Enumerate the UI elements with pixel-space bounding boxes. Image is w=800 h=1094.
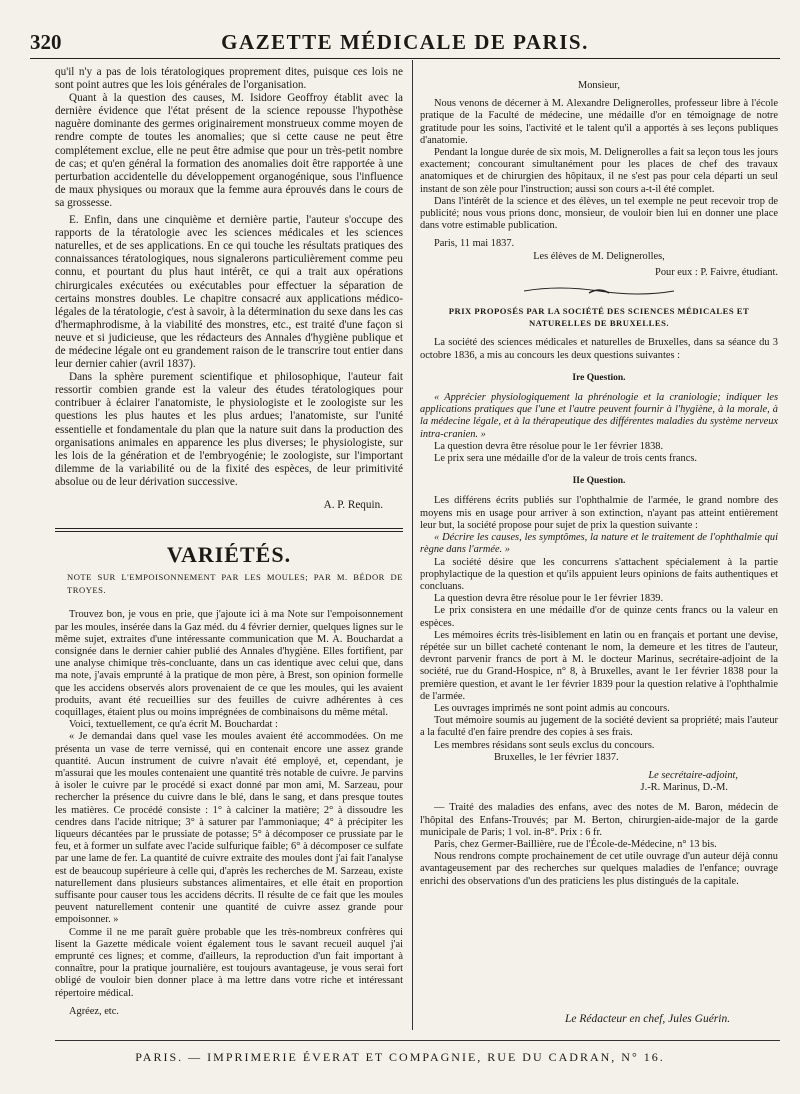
paragraph: La société des sciences médicales et naturelles de Bruxelles, dans sa séance du 3 octobre 1836, a mis au concours les deux questions suivantes : — [420, 337, 778, 361]
secretary-title: Le secrétaire-adjoint, — [648, 769, 738, 781]
paragraph: Les différens écrits publiés sur l'ophthalmie de l'armée, le grand nombre des moyens mis en usage pour arriver à son extinction, n'ayant pas atteint entièrement leur but, la société propose pour sujet de prix la question suivante : — [420, 495, 778, 531]
paragraph: Nous rendrons compte prochainement de cet utile ouvrage d'un auteur déjà connu avantageusement par des recherches sur quelques maladies de l'enfance; ouvrage enrichi des observations d'un des praticiens les plus distingués de la capitale. — [420, 851, 778, 887]
paragraph: E. Enfin, dans une cinquième et dernière partie, l'auteur s'occupe des rapports de la tératologie avec les sciences médicales et les sciences naturelles, et de ses applications. En ce qui touche les résultats pratiques des connaissances tératologiques, nous signalerons particulièrement comme peu connu, et pourtant du plus haut intérêt, ce qui a trait aux opérations chirurgicales exécutées ou exécutables pour effectuer la séparation de certains monstres doubles. Le chapitre consacré aux applications médico-légales de la tératologie, c'est à savoir, à la détermination du sexe dans les cas d'hermaphrodisme, à la viabilité des monstres, etc., est traité d'une façon si neuve et si judicieuse, que les rédacteurs des Annales d'hygiène publique et de médecine légale ont eu grandement raison de le transcrire tout entier dans leur dernier cahier (avril 1837). — [55, 214, 403, 371]
paragraph: La société désire que les concurrens s'attachent spécialement à la partie prophylactique de la question et qu'ils appuient leurs opinions de faits authentiques et concluans. — [420, 556, 778, 592]
signatories: Les élèves de M. Delignerolles, — [533, 250, 665, 262]
paragraph: Tout mémoire soumis au jugement de la société devient sa propriété; mais l'auteur a la faculté d'en faire prendre des copies à ses frais. — [420, 715, 778, 739]
question-heading-1: Ire Question. — [572, 372, 626, 383]
paragraph: Dans l'intérêt de la science et des élèves, un tel exemple ne peut recevoir trop de publicité; nous vous prions donc, monsieur, de vouloir bien lui en donner une place dans votre estimable publication. — [420, 195, 778, 232]
paragraph: Les mémoires écrits très-lisiblement en latin ou en français et portant une devise, répétée sur un billet cacheté contenant le nom, la demeure et les titres de l'auteur, devront parvenir francs de port à M. le docteur Marinus, secrétaire-adjoint de la société, rue du Grand-Hospice, n° 8, à Bruxelles, avant le 1er février 1838 pour la première question, et avant le 1er février 1839 pour la question relative à l'ophthalmie de l'armée. — [420, 629, 778, 702]
dateline: Paris, 11 mai 1837. — [434, 238, 515, 250]
paragraph: Les membres résidans sont seuls exclus du concours. — [434, 739, 655, 751]
editor-signature: Le Rédacteur en chef, Jules Guérin. — [565, 1013, 731, 1025]
paragraph: Paris, chez Germer-Baillière, rue de l'École-de-Médecine, n° 13 bis. — [434, 838, 717, 850]
paragraph: La question devra être résolue pour le 1er février 1838. — [434, 440, 664, 452]
salutation: Monsieur, — [577, 80, 620, 91]
closing: Agréez, etc. — [69, 1005, 119, 1017]
right-column — [420, 80, 778, 888]
page-title: GAZETTE MÉDICALE DE PARIS. — [221, 30, 589, 54]
paragraph: Comme il ne me paraît guère probable que les très-nombreux confrères qui lisent la Gazette médicale voient également tous le savant recueil auquel j'ai emprunté ces lignes; et comme, d'ailleurs, la reproduction d'un fait important à connaître, pour la pratique journalière, est toujours avantageuse, je vous serai fort obligé de vouloir bien donner place à ma lettre dans votre riche et intéressant répertoire médical. — [55, 926, 403, 999]
section-rule — [55, 528, 403, 532]
secretary-signature: J.-R. Marinus, D.-M. — [640, 782, 728, 794]
dateline: Bruxelles, le 1er février 1837. — [494, 751, 619, 763]
paragraph: Trouvez bon, je vous en prie, que j'ajoute ici à ma Note sur l'empoisonnement par les moules, insérée dans la Gaz méd. du 4 février dernier, quelques lignes sur le même sujet, extraites d'une intéressante communication que M. A. Bouchardat a consignée dans le dernier cahier publié des Annales d'hygiène. Elles fortifient, par une analyse chimique très-concluante, dans un cas identique avec celui que, dans ma note, j'avais emprunté à la pratique de mon père, à Brest, son opinion formelle que les accidens observés alors provenaient de ce que les moules, qui les avaient produits, avant été recueillies sur des feuilles de cuivre adhérentes à ces coquillages, étaient plus ou moins imprégnées de combinaisons du même métal. — [55, 609, 403, 718]
author-signature: A. P. Requin. — [323, 499, 383, 511]
question-heading-2: IIe Question. — [572, 476, 626, 487]
footer-rule — [55, 1040, 780, 1041]
signature: Pour eux : P. Faivre, étudiant. — [655, 266, 778, 278]
paragraph: Pendant la longue durée de six mois, M. Delignerolles a fait sa leçon tous les jours exactement; concourant simultanément pour les places de chef des travaux anatomiques et de chirurgien des hôpitaux, il ne s'est pas pour cela départi un seul instant de son zèle pour l'instruction; aussi son cours a-t-il été complet. — [420, 147, 778, 195]
book-notice: — Traité des maladies des enfans, avec des notes de M. Baron, médecin de l'hôpital des Enfans-Trouvés; par M. Berton, chirurgien-aide-major de la garde municipale de Paris; 1 vol. in-8°. Prix : 6 fr. — [420, 802, 778, 838]
paragraph: qu'il n'y a pas de lois tératologiques proprement dites, puisque ces lois ne sont point autres que les lois générales de l'organisation. — [55, 66, 403, 92]
paragraph: Quant à la question des causes, M. Isidore Geoffroy établit avec la dernière évidence que l'état présent de la science repousse l'hypothèse naguère dominante des germes originairement monstrueux comme moyen de rendre compte de toutes les anomalies; que si cette cause ne peut être complétement exclue, elle ne peut être admise que pour un très-petit nombre de cas; et qu'en général la formation des anomalies doit être rapportée à une perturbation accidentelle du développement organogénique, sous l'influence de maux physiques ou moraux que la femme aura éprouvés dans le cours de sa grossesse. — [55, 92, 403, 209]
note-title: NOTE SUR L'EMPOISONNEMENT PAR LES MOULES; PAR M. BÉDOR DE TROYES. — [67, 572, 403, 596]
paragraph: Voici, textuellement, ce qu'a écrit M. Bouchardat : — [69, 719, 278, 731]
paragraph: Les ouvrages imprimés ne sont point admis au concours. — [434, 702, 670, 714]
left-column — [55, 66, 403, 1018]
page-header — [30, 28, 780, 59]
section-title: VARIÉTÉS. — [166, 542, 292, 568]
printer-imprint: PARIS. — IMPRIMERIE ÉVERAT ET COMPAGNIE, RUE DU CADRAN, N° 16. — [135, 1050, 665, 1064]
paragraph: Le prix consistera en une médaille d'or de quinze cents francs ou la valeur en espèces. — [420, 605, 778, 629]
paragraph: Dans la sphère purement scientifique et philosophique, l'auteur fait ressortir combien grande est la valeur des études tératologiques pour contribuer à éclairer l'anatomiste, le physiologiste et le zoologiste sur les questions les plus hautes et les plus ardues; l'anatomiste, sur l'unité essentielle et fondamentale du plan que la nature suit dans la production des organisations animales en apparence les plus diverses; le physiologiste, sur les lois de la génération et de l'embryogénie; le zoologiste, sur l'important dilemme de la variabilité ou de la fixité des espèces, de leur primitivité absolue ou de leur dérivation successive. — [55, 371, 403, 488]
quotation: « Je demandai dans quel vase les moules avaient été accommodées. On me présenta un vase de terre vernissé, qui en contenait encore une assez grande quantité. Aucun instrument de cuivre n'avait été employé, et, cependant, je m'assurai que les moules contenaient une quantité très notable de cuivre. Je parvins à isoler le cuivre par le procédé si exact donné par mon ami, M. Sarzeau, pour rechercher la présence du cuivre dans le blé, dans le sang, et dans presque toutes les matières. Ce procédé consiste : 1° à calciner la matière; 2° à dissoudre les cendres dans l'acide nitrique; 3° à saturer par l'ammoniaque; 4° à précipiter les liqueurs décantées par le prussiate de potasse; 5° à décomposer ce prussiate par le feu, et à former un sulfate avec l'acide sulfurique faible; 6° à décomposer ce sulfate par une lame de fer. La quantité de cuivre extraite des moules dont j'ai fait l'analyse est de beaucoup supérieure à celle qui, d'après les recherches de M. Sarzeau, existe naturellement dans plusieurs substances alimentaires, et elle était en proportion suffisante pour causer tous les accidens décrits. Il résulte de ce fait que les moules peuvent naturellement contenir une quantité de cuivre assez grande pour empoisonner. » — [55, 731, 403, 926]
question-text-1: « Apprécier physiologiquement la phrénologie et la craniologie; indiquer les applications pratiques que l'une et l'autre peuvent fournir à l'hygiène, à la morale, à la médecine légale, et à la thérapeutique des différentes maladies du système nerveux intra-cranien. » — [420, 392, 778, 440]
paragraph: Le prix sera une médaille d'or de la valeur de trois cents francs. — [434, 453, 697, 465]
column-divider — [412, 60, 413, 1030]
paragraph: Nous venons de décerner à M. Alexandre Delignerolles, professeur libre à l'école pratique de la Faculté de médecine, une médaille d'or en témoignage de notre gratitude pour les soins, l'activité et le talent qu'il a apportés à ses leçons publiques d'anatomie. — [420, 98, 778, 146]
prize-heading: PRIX PROPOSÉS PAR LA SOCIÉTÉ DES SCIENCES MÉDICALES ET NATURELLES DE BRUXELLES. — [448, 306, 750, 329]
page-number: 320 — [30, 30, 62, 54]
question-text-2: « Décrire les causes, les symptômes, la nature et le traitement de l'ophthalmie qui règne dans l'armée. » — [420, 532, 778, 556]
flourish-ornament — [519, 283, 679, 297]
paragraph: La question devra être résolue pour le 1er février 1839. — [434, 593, 664, 605]
